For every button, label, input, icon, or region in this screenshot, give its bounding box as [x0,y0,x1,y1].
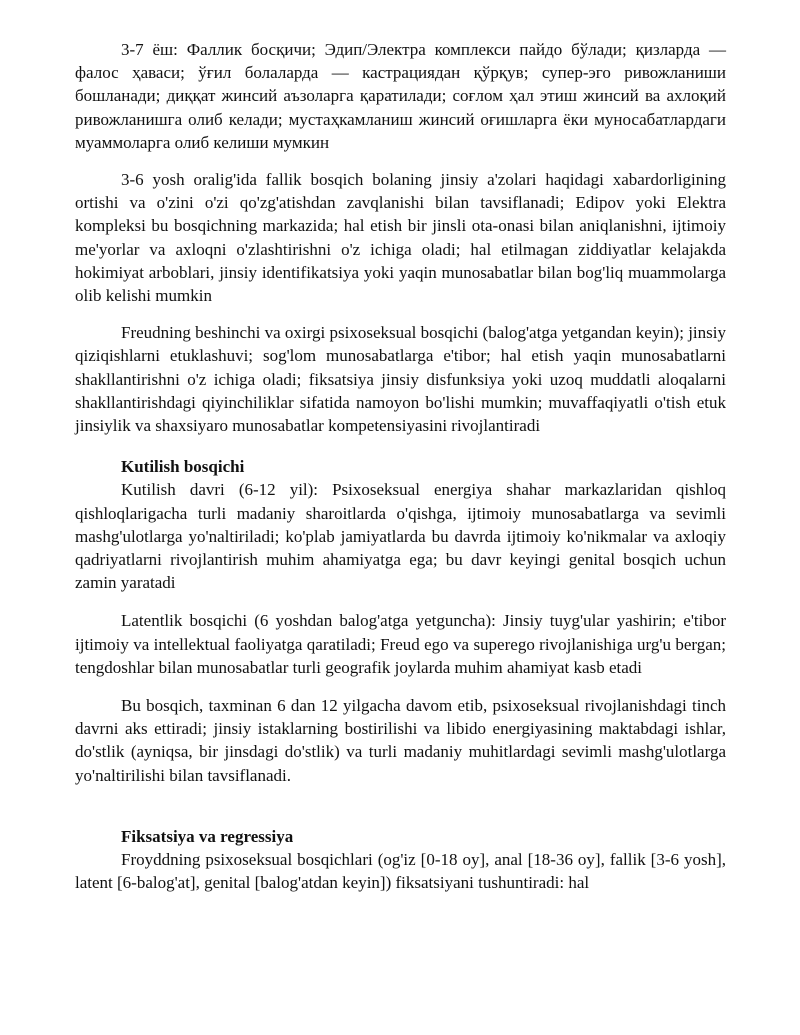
paragraph-genital-stage: Freudning beshinchi va oxirgi psixoseksual bosqichi (balog'atga yetgandan keyin); jinsiy qiziqishlarni etuklashuvi; sog'lom munosabatlarga e'tibor; hal etish yaqin munosabatlarni shakllantirishni o'z ichiga oladi; fiksatsiya jinsiy disfunksiya yoki uzoq muddatli aloqalarni shakllantirishdagi qiyinchiliklar sifatida namoyon bo'lishi mumkin; muvaffaqiyatli o'tish etuk jinsiylik va shaxsiyaro munosabatlar kompetensiyasini rivojlantiradi [75,323,726,436]
heading-fixation-regression: Fiksatsiya va regressiya [121,826,294,846]
paragraph-latency-stage: Latentlik bosqichi (6 yoshdan balog'atga yetguncha): Jinsiy tuyg'ular yashirin; e'tibor ijtimoiy va intellektual faoliyatga qaratiladi; Freud ego va superego rivojlanishiga urg'u bergan; tengdoshlar bilan munosabatlar turli geografik joylarda muhim ahamiyat kasb etadi [75,611,726,677]
paragraph-fixation: Froyddning psixoseksual bosqichlari (og'iz [0-18 oy], anal [18-36 oy], fallik [3-6 yosh], latent [6-balog'at], genital [balog'atdan keyin]) fiksatsiyani tushuntiradi: hal [75,850,726,893]
heading-latency-stage: Kutilish bosqichi [121,457,245,477]
paragraph-latency-description: Bu bosqich, taxminan 6 dan 12 yilgacha davom etib, psixoseksual rivojlanishdagi tinch davrni aks ettiradi; jinsiy istaklarning bostirilishi va libido energiyasining maktabdagi ishlar, do'stlik (ayniqsa, bir jinsdagi do'stlik) va turli madaniy muhitlardagi sevimli mashg'ulotlarga yo'naltirilishi bilan tavsiflanadi. [75,696,726,785]
document-page [75,38,726,895]
paragraph-latency-period: Kutilish davri (6-12 yil): Psixoseksual energiya shahar markazlaridan qishloq qishloqlarigacha turli madaniy sharoitlarda o'qishga, ijtimoiy munosabatlarga va sevimli mashg'ulotlarga yo'naltiriladi; ko'plab jamiyatlarda bu davrda ijtimoiy ko'nikmalar va axloqiy qadriyatlarni rivojlantirish muhim ahamiyatga ega; bu davr keyingi genital bosqich uchun zamin yaratadi [75,480,726,593]
paragraph-phallic-stage-cyrillic: 3-7 ёш: Фаллик босқичи; Эдип/Электра комплекси пайдо бўлади; қизларда — фалос ҳаваси; ўғил болаларда — кастрациядан қўрқув; супер-эго ривожланиши бошланади; диққат жинсий аъзоларга қаратилади; соғлом ҳал этиш жинсий ва ахлоқий ривожланишга олиб келади; мустаҳкамланиш жинсий оғишларга ёки муносабатлардаги муаммоларга олиб келиши мумкин [75,40,726,152]
paragraph-phallic-stage-latin: 3-6 yosh oralig'ida fallik bosqich bolaning jinsiy a'zolari haqidagi xabardorligining ortishi va o'zini o'zi qo'zg'atishdan zavqlanishi bilan tavsiflanadi; Edipov yoki Elektra kompleksi bu bosqichning markazida; hal etish bir jinsli ota-onasi bilan aniqlanishni, ijtimoiy me'yorlar va axloqni o'zlashtirishni o'z ichiga oladi; hal etilmagan ziddiyatlar kelajakda hokimiyat arboblari, jinsiy identifikatsiya yoki yaqin munosabatlar bilan bog'liq muammolarga olib kelishi mumkin [75,170,726,306]
